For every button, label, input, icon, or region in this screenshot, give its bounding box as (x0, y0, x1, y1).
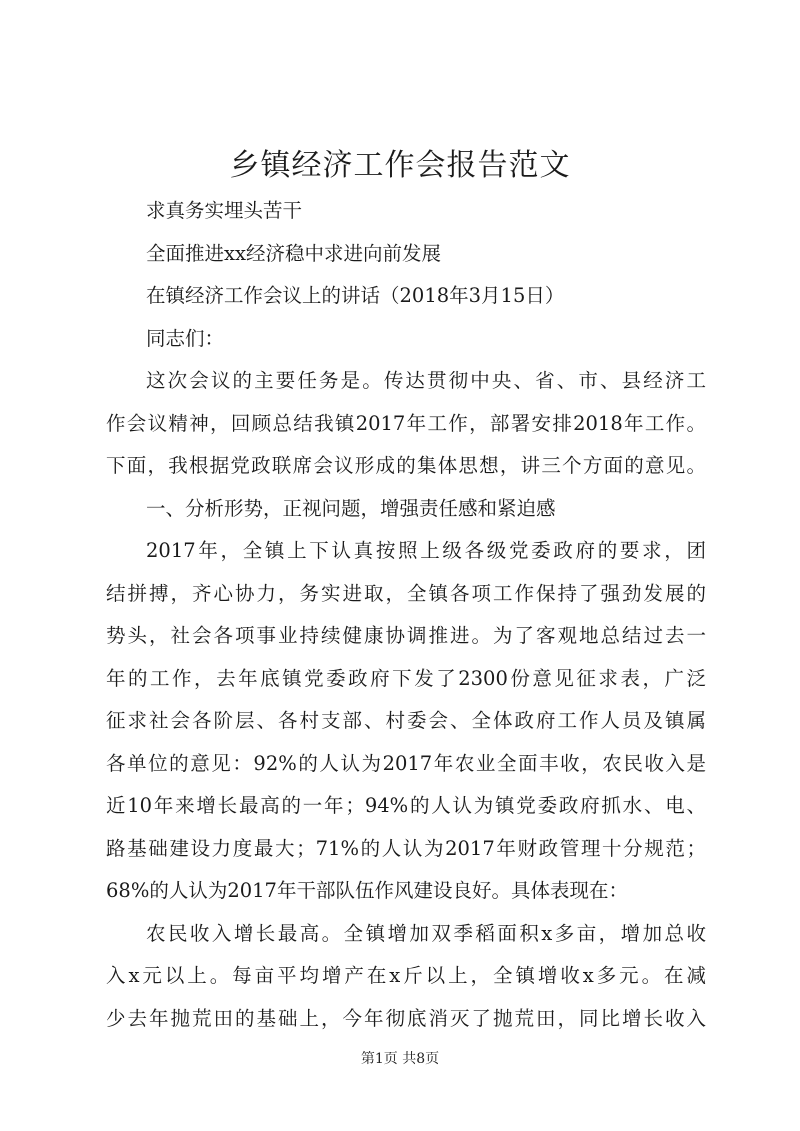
section-heading: 一、分析形势，正视问题，增强责任感和紧迫感 (146, 496, 556, 520)
document-body (106, 190, 706, 1040)
paragraph-line: 结拼搏，齐心协力，务实进取，全镇各项工作保持了强劲发展的 (106, 581, 706, 605)
paragraph-line: 作会议精神，回顾总结我镇2017年工作，部署安排2018年工作。 (106, 411, 706, 435)
paragraph-line: 路基础建设力度最大；71%的人认为2017年财政管理十分规范； (106, 836, 706, 860)
speech-info-line: 在镇经济工作会议上的讲话（2018年3月15日） (146, 284, 565, 307)
paragraph-line: 入x元以上。每亩平均增产在x斤以上，全镇增收x多元。在减 (106, 964, 706, 987)
paragraph-line: 这次会议的主要任务是。传达贯彻中央、省、市、县经济工 (146, 369, 706, 392)
paragraph-line: 各单位的意见：92%的人认为2017年农业全面丰收，农民收入是 (106, 751, 706, 775)
paragraph-line: 农民收入增长最高。全镇增加双季稻面积x多亩，增加总收 (146, 921, 706, 945)
paragraph-line: 68%的人认为2017年干部队伍作风建设良好。具体表现在： (106, 879, 628, 902)
paragraph-line: 2017年，全镇上下认真按照上级各级党委政府的要求，团 (146, 539, 706, 562)
page-footer: 第1页 共8页 (360, 1051, 440, 1067)
subtitle-line: 全面推进xx经济稳中求进向前发展 (146, 241, 441, 265)
paragraph-line: 少去年抛荒田的基础上，今年彻底消灭了抛荒田，同比增长收入 (106, 1006, 706, 1030)
paragraph-line: 年的工作，去年底镇党委政府下发了2300份意见征求表，广泛 (106, 666, 706, 690)
document-title: 乡镇经济工作会报告范文 (229, 148, 571, 183)
paragraph-line: 征求社会各阶层、各村支部、村委会、全体政府工作人员及镇属 (106, 709, 706, 732)
subtitle-line: 求真务实埋头苦干 (146, 199, 303, 222)
salutation: 同志们： (146, 326, 225, 350)
paragraph-line: 势头，社会各项事业持续健康协调推进。为了客观地总结过去一 (106, 624, 706, 647)
paragraph-line: 下面，我根据党政联席会议形成的集体思想，讲三个方面的意见。 (106, 454, 706, 477)
paragraph-line: 近10年来增长最高的一年；94%的人认为镇党委政府抓水、电、 (106, 794, 706, 817)
